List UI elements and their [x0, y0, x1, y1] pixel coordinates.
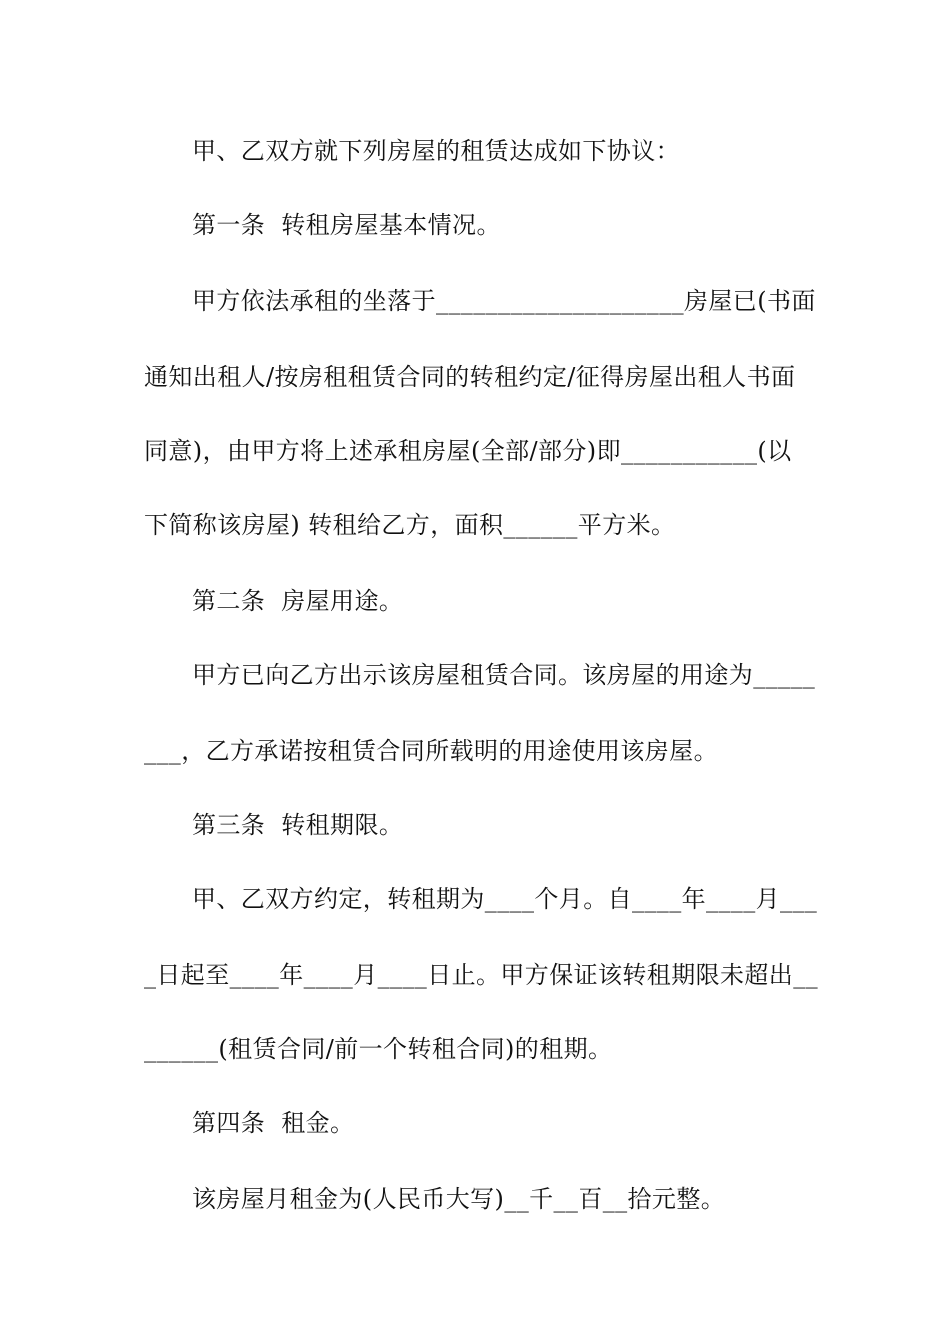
article-2-text-line-1: 甲方已向乙方出示该房屋租赁合同。该房屋的用途为_____ [192, 661, 816, 689]
article-3-text-line-1: 甲、乙双方约定，转租期为____个月。自____年____月___ [192, 885, 818, 913]
article-2-heading: 第二条 房屋用途。 [192, 587, 404, 615]
article-1-text-line-3: 同意)，由甲方将上述承租房屋(全部/部分)即___________(以 [144, 437, 792, 465]
article-3-heading: 第三条 转租期限。 [192, 811, 404, 839]
article-4-text-line-1: 该房屋月租金为(人民币大写)__千__百__拾元整。 [192, 1185, 726, 1213]
article-4-heading: 第四条 租金。 [192, 1109, 355, 1137]
article-1-text-line-1: 甲方依法承租的坐落于____________________房屋已(书面 [192, 287, 816, 315]
article-1-heading: 第一条 转租房屋基本情况。 [192, 211, 501, 239]
article-3-text-line-3: ______(租赁合同/前一个转租合同)的租期。 [144, 1035, 613, 1063]
article-1-text-line-2: 通知出租人/按房租租赁合同的转租约定/征得房屋出租人书面 [144, 363, 796, 391]
article-1-text-line-4: 下简称该房屋) 转租给乙方，面积______平方米。 [144, 511, 676, 539]
article-3-text-line-2: _日起至____年____月____日止。甲方保证该转租期限未超出__ [144, 961, 818, 989]
agreement-intro: 甲、乙双方就下列房屋的租赁达成如下协议： [192, 137, 680, 165]
article-2-text-line-2: ___，乙方承诺按租赁合同所载明的用途使用该房屋。 [144, 737, 718, 765]
